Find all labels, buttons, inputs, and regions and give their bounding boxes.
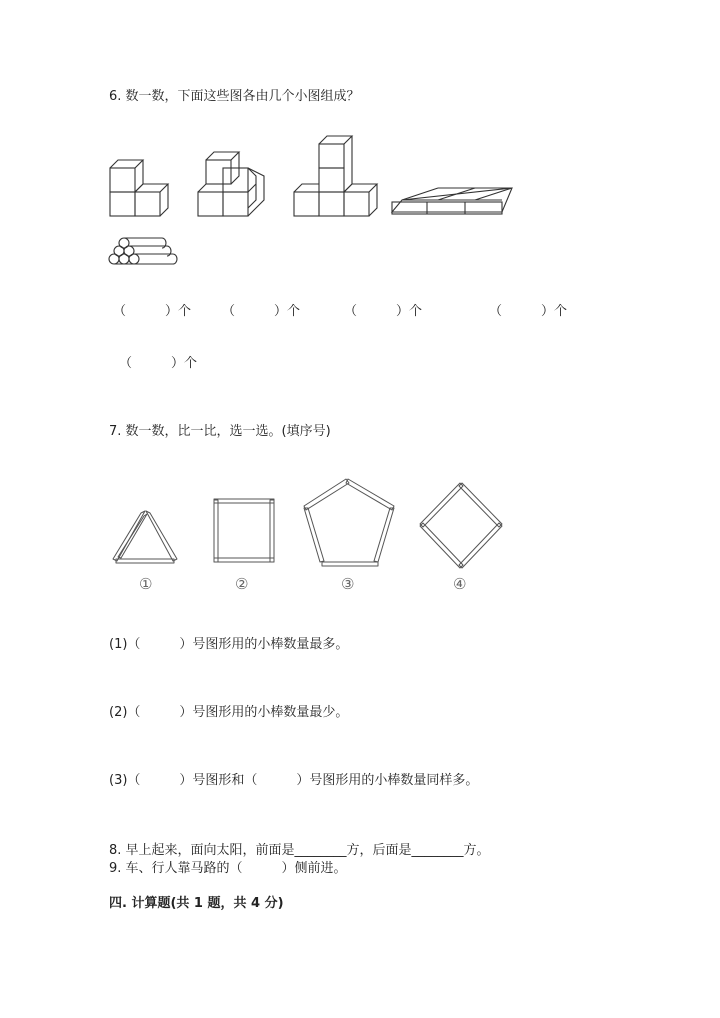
q6-title: 6. 数一数，下面这些图各由几个小图组成？ [109, 89, 360, 104]
q6-blank-2[interactable]: （ ）个 [222, 304, 301, 319]
q9-text[interactable]: 9. 车、行人靠马路的（ ）侧前进。 [109, 861, 347, 876]
q7-sub1[interactable]: (1)（ ）号图形用的小棒数量最多。 [109, 637, 349, 652]
label-4: ④ [453, 575, 467, 593]
label-3: ③ [341, 575, 355, 593]
label-1: ① [139, 575, 153, 593]
label-2: ② [235, 575, 249, 593]
triangle-sticks [113, 511, 177, 563]
q8-text[interactable]: 8. 早上起来，面向太阳，前面是________方，后面是________方。 [109, 843, 490, 858]
square-sticks [214, 499, 274, 562]
q7-sub2[interactable]: (2)（ ）号图形用的小棒数量最少。 [109, 705, 349, 720]
q6-blank-5[interactable]: （ ）个 [119, 356, 198, 371]
pentagon-sticks [304, 479, 394, 566]
q7-title: 7. 数一数，比一比，选一选。(填序号) [109, 424, 331, 439]
q7-sub3[interactable]: (3)（ ）号图形和（ ）号图形用的小棒数量同样多。 [109, 773, 479, 788]
q6-blank-3[interactable]: （ ）个 [344, 304, 423, 319]
q6-blank-4[interactable]: （ ）个 [489, 304, 568, 319]
section4-heading: 四. 计算题(共 1 题，共 4 分) [109, 896, 284, 911]
q6-blank-1[interactable]: （ ）个 [113, 304, 192, 319]
diamond-sticks [420, 483, 502, 568]
